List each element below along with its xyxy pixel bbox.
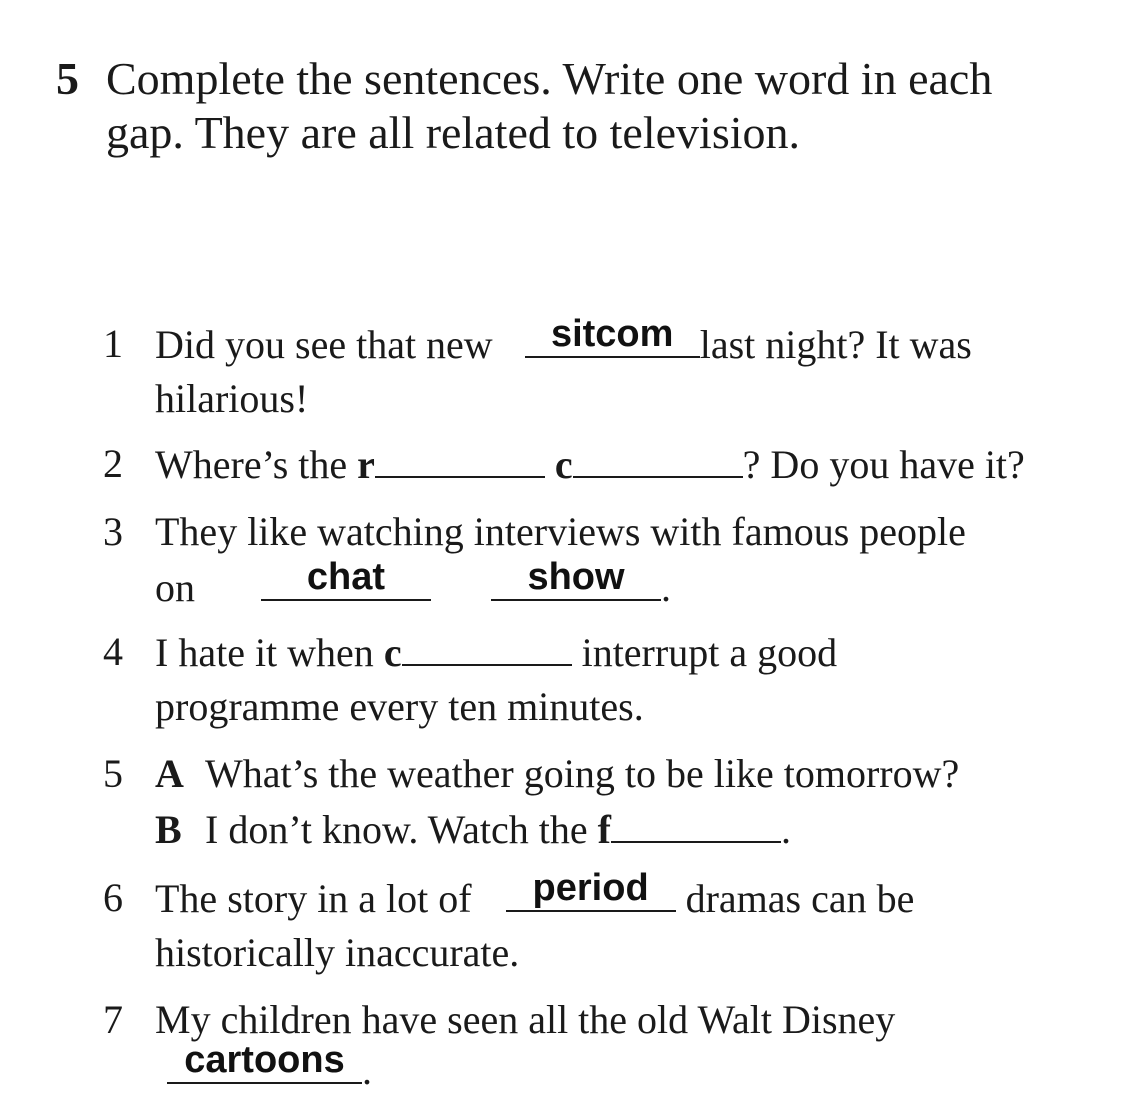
- answer-gap[interactable]: [261, 556, 431, 601]
- item-text: .: [780, 807, 791, 852]
- dialogue-line-b: [155, 801, 791, 858]
- item-line: [155, 925, 519, 981]
- item-text: They like watching interviews with famous people: [155, 509, 966, 554]
- item-text: I hate it when: [155, 630, 374, 675]
- item-line: [155, 313, 972, 373]
- answer-gap[interactable]: [375, 436, 545, 478]
- first-letter-hint: r: [357, 442, 375, 487]
- item-number: 4: [103, 629, 123, 674]
- item-text: hilarious!: [155, 376, 309, 421]
- item-line: [155, 679, 644, 735]
- item-number: 3: [103, 509, 123, 554]
- instruction-line-1: Complete the sentences. Write one word in each: [106, 53, 993, 104]
- item-text: I don’t know. Watch the: [205, 807, 588, 852]
- item-number: 6: [103, 875, 123, 920]
- item-text: What’s the weather going to be like tomorrow?: [205, 751, 960, 796]
- answer-gap[interactable]: [611, 801, 781, 843]
- answer-text: show: [527, 556, 625, 598]
- first-letter-hint: c: [383, 630, 402, 675]
- item-number: 1: [103, 321, 123, 366]
- item-text: ? Do you have it?: [742, 442, 1025, 487]
- item-text: .: [362, 1048, 372, 1093]
- item-number: 5: [103, 751, 123, 796]
- instruction-line-2: gap. They are all related to television.: [106, 107, 800, 158]
- item-text: last night? It was: [699, 322, 972, 367]
- item-line: [155, 371, 308, 427]
- item-text: programme every ten minutes.: [155, 684, 644, 729]
- item-text: .: [661, 565, 671, 610]
- item-text: Where’s the: [155, 442, 348, 487]
- answer-text: cartoons: [184, 1039, 345, 1081]
- exercise-instruction: [106, 52, 1096, 160]
- speaker-label: B: [155, 807, 182, 852]
- item-text: My children have seen all the old Walt Disney: [155, 997, 896, 1042]
- item-text: dramas can be: [685, 876, 915, 921]
- item-line: [155, 1039, 372, 1099]
- first-letter-hint: f: [597, 807, 611, 852]
- item-number: 7: [103, 997, 123, 1042]
- answer-gap[interactable]: [167, 1039, 362, 1084]
- dialogue-line-a: [155, 746, 959, 802]
- item-text: interrupt a good: [581, 630, 838, 675]
- answer-text: sitcom: [550, 313, 674, 355]
- item-line: [155, 624, 837, 681]
- item-text: on: [155, 565, 195, 610]
- item-line: [155, 504, 966, 560]
- first-letter-hint: c: [554, 442, 573, 487]
- answer-text: period: [532, 867, 649, 909]
- exercise-number: 5: [56, 53, 79, 104]
- item-text: historically inaccurate.: [155, 930, 520, 975]
- answer-gap[interactable]: [506, 867, 676, 912]
- answer-gap[interactable]: [525, 313, 700, 358]
- answer-gap[interactable]: [573, 436, 743, 478]
- item-line: [155, 556, 671, 616]
- speaker-label: A: [155, 751, 184, 796]
- item-text: Did you see that new: [155, 322, 493, 367]
- answer-text: chat: [306, 556, 386, 598]
- item-text: The story in a lot of: [155, 876, 472, 921]
- item-line: [155, 867, 915, 927]
- item-line: [155, 436, 1025, 493]
- answer-gap[interactable]: [491, 556, 661, 601]
- item-number: 2: [103, 441, 123, 486]
- answer-gap[interactable]: [402, 624, 572, 666]
